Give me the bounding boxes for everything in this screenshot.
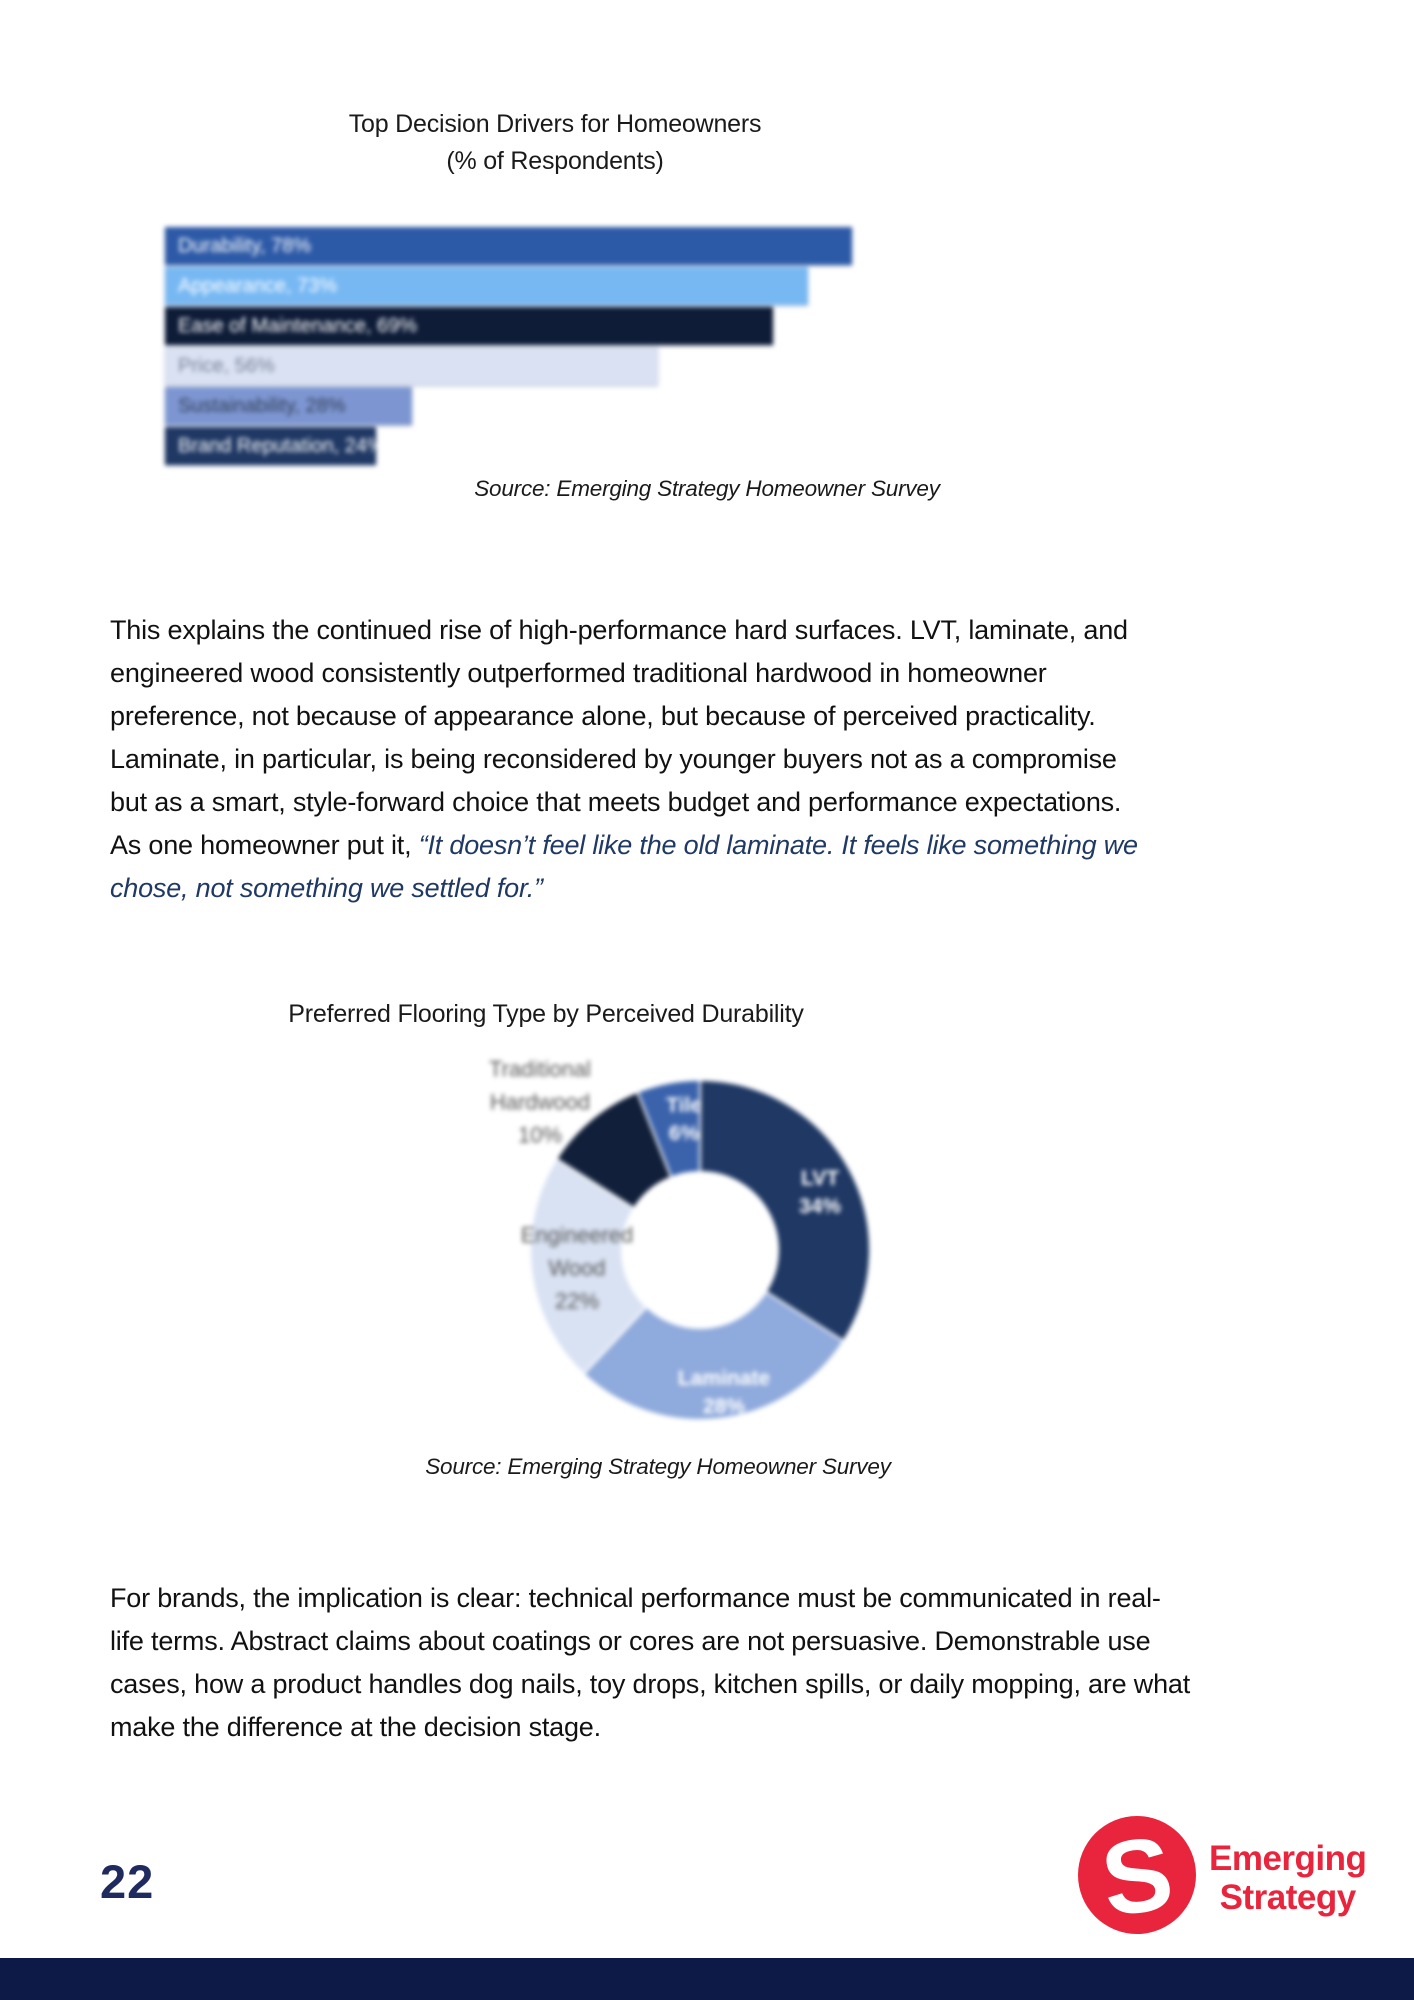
bar-chart-source: Source: Emerging Strategy Homeowner Survey <box>474 476 940 501</box>
footer-bar <box>0 1958 1414 2000</box>
bar-label: Price, 56% <box>178 354 275 377</box>
homeowner-quote: “It doesn’t feel like the old laminate. It feels like something we chose, not something we settled for.” <box>110 830 1138 903</box>
bar-chart-bars <box>165 227 945 465</box>
bar-label: Durability, 78% <box>178 234 312 257</box>
donut-label-tile: Tile 6% <box>666 1094 702 1145</box>
bar-label: Appearance, 73% <box>178 274 338 297</box>
bar-chart <box>165 227 945 467</box>
donut-label-engineered-wood: Engineered Wood 22% <box>520 1222 634 1314</box>
bar-chart-subtitle: (% of Respondents) <box>446 147 664 175</box>
donut-chart-source: Source: Emerging Strategy Homeowner Survey <box>425 1454 891 1479</box>
emerging-strategy-logo <box>1078 1816 1366 1939</box>
bar-label: Ease of Maintenance, 69% <box>178 314 418 337</box>
paragraph-brand-implication: For brands, the implication is clear: technical performance must be communicated in real-life terms. Abstract claims about coatings or cores are not persuasive. Demonstrable use cases, how a product handles dog nails, toy drops, kitchen spills, or daily mopping, are what make the difference at the decision stage. <box>110 1583 1191 1742</box>
bar-label: Brand Reputation, 24% <box>178 434 385 457</box>
bar-durability <box>165 227 852 265</box>
bar-appearance <box>165 267 808 305</box>
svg-text:S: S <box>1094 1816 1180 1934</box>
donut-chart-title: Preferred Flooring Type by Perceived Durability <box>288 1000 804 1028</box>
page-number: 22 <box>100 1855 155 1908</box>
donut-chart <box>390 1040 1030 1470</box>
donut-label-laminate: Laminate 28% <box>677 1367 771 1418</box>
bar-brand-reputation <box>165 427 385 465</box>
logo-wordmark <box>1209 1839 1366 1917</box>
emerging-strategy-logo-icon <box>1078 1816 1196 1939</box>
bar-chart-title <box>140 106 970 180</box>
paragraph-text: This explains the continued rise of high-performance hard surfaces. LVT, laminate, and engineered wood consistently outperformed traditional hardwood in homeowner preference, not because of appearance alone, but because of perceived practicality. Laminate, in particular, is being reconsidered by younger buyers not as a compromise but as a smart, style-forward choice that meets budget and performance expectations. As one homeowner put it, <box>110 615 1128 860</box>
donut-label-traditional-hardwood: Traditional Hardwood 10% <box>489 1056 591 1148</box>
donut-segment-lvt <box>700 1080 870 1341</box>
logo-word-strategy: Strategy <box>1219 1877 1356 1917</box>
bar-ease-of-maintenance <box>165 307 773 345</box>
bar-chart-title-line: Top Decision Drivers for Homeowners <box>348 110 762 138</box>
logo-word-emerging: Emerging <box>1209 1838 1367 1878</box>
paragraph-hard-surfaces <box>110 609 1158 910</box>
bar-price <box>165 347 658 385</box>
donut-label-lvt: LVT 34% <box>798 1167 842 1218</box>
bar-label: Sustainability, 28% <box>178 394 346 417</box>
bar-sustainability <box>165 387 412 425</box>
